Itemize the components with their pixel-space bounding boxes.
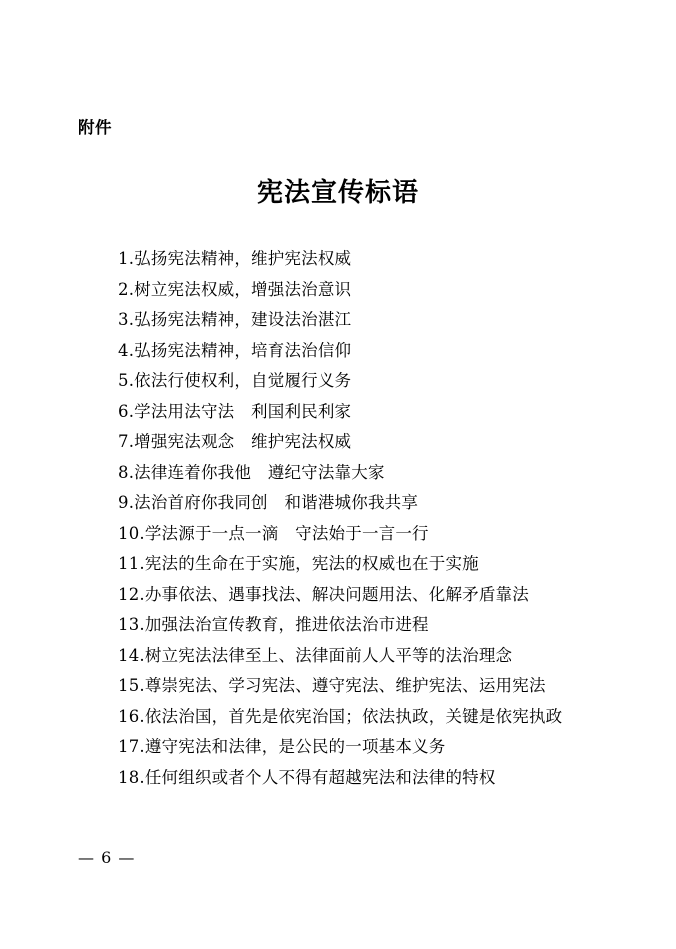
slogan-list: [118, 244, 638, 793]
page-title: 宪法宣传标语: [256, 178, 419, 208]
list-item: 11.宪法的生命在于实施，宪法的权威也在于实施: [118, 554, 479, 573]
list-item: 5.依法行使权利，自觉履行义务: [118, 371, 352, 390]
attachment-label: 附件: [78, 118, 112, 137]
page-number: — 6 —: [78, 848, 136, 867]
list-item: 8.法律连着你我他 遵纪守法靠大家: [118, 462, 385, 482]
list-item: 15.尊崇宪法、学习宪法、遵守宪法、维护宪法、运用宪法: [118, 676, 546, 695]
list-item: 17.遵守宪法和法律，是公民的一项基本义务: [118, 737, 446, 756]
list-item: 2.树立宪法权威，增强法治意识: [118, 279, 352, 299]
list-item: 16.依法治国，首先是依宪治国；依法执政，关键是依宪执政: [118, 706, 563, 726]
list-item: 10.学法源于一点一滴 守法始于一言一行: [118, 523, 429, 543]
list-item: 4.弘扬宪法精神，培育法治信仰: [118, 340, 352, 360]
list-item: 1.弘扬宪法精神，维护宪法权威: [118, 249, 352, 268]
list-item: 7.增强宪法观念 维护宪法权威: [118, 432, 352, 451]
list-item: 12.办事依法、遇事找法、解决问题用法、化解矛盾靠法: [118, 584, 529, 604]
list-item: 3.弘扬宪法精神，建设法治湛江: [118, 310, 352, 329]
list-item: 18.任何组织或者个人不得有超越宪法和法律的特权: [118, 767, 496, 787]
list-item: 14.树立宪法法律至上、法律面前人人平等的法治理念: [118, 645, 513, 665]
list-item: 9.法治首府你我同创 和谐港城你我共享: [118, 493, 419, 512]
list-item: 6.学法用法守法 利国利民利家: [118, 401, 352, 421]
list-item: 13.加强法治宣传教育，推进依法治市进程: [118, 615, 429, 634]
